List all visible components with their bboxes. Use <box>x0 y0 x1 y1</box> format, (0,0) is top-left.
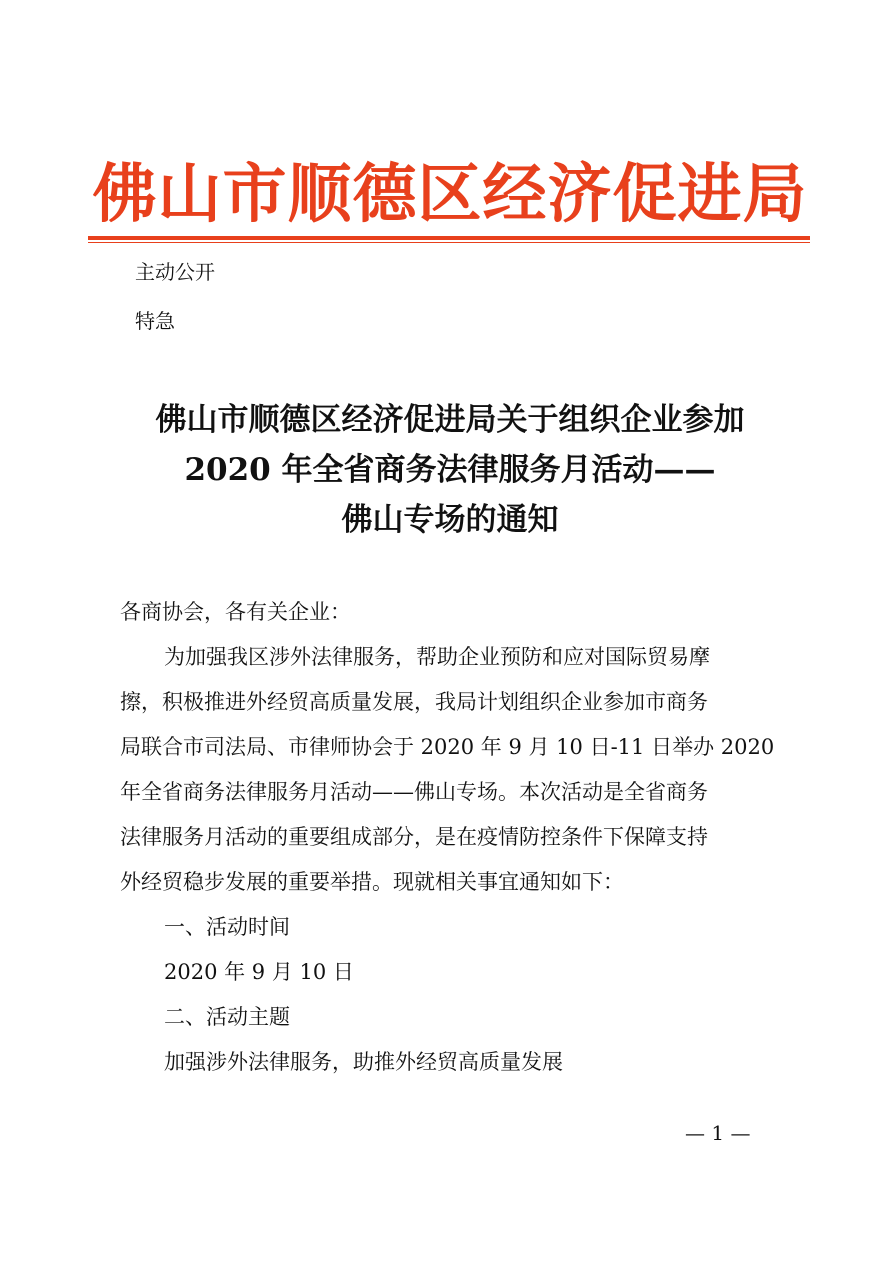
masthead-rule-thick <box>88 236 810 240</box>
title-line-3: 佛山专场的通知 <box>341 502 559 538</box>
masthead-title: 佛山市顺德区经济促进局 <box>92 157 808 232</box>
paragraph-line-4: 年全省商务法律服务月活动——佛山专场。本次活动是全省商务 <box>120 780 708 804</box>
disclosure-label: 主动公开 <box>135 260 215 284</box>
section-heading-2: 二、活动主题 <box>164 1005 290 1029</box>
document-body <box>120 590 780 1085</box>
title-line-1: 佛山市顺德区经济促进局关于组织企业参加 <box>155 402 745 438</box>
masthead-rule-thin <box>88 242 810 243</box>
document-title <box>95 395 805 545</box>
paragraph-line-6: 外经贸稳步发展的重要举措。现就相关事宜通知如下： <box>120 870 624 894</box>
page-number: — 1 — <box>685 1121 751 1145</box>
section-text-2: 加强涉外法律服务，助推外经贸高质量发展 <box>164 1050 563 1074</box>
paragraph-line-1: 为加强我区涉外法律服务，帮助企业预防和应对国际贸易摩 <box>164 645 710 669</box>
section-text-1: 2020 年 9 月 10 日 <box>164 960 354 984</box>
urgency-label: 特急 <box>135 309 175 333</box>
paragraph-line-2: 擦，积极推进外经贸高质量发展，我局计划组织企业参加市商务 <box>120 690 708 714</box>
title-line-2: 2020 年全省商务法律服务月活动—— <box>184 452 716 488</box>
section-heading-1: 一、活动时间 <box>164 915 290 939</box>
paragraph-line-5: 法律服务月活动的重要组成部分，是在疫情防控条件下保障支持 <box>120 825 708 849</box>
salutation: 各商协会，各有关企业： <box>120 600 351 624</box>
paragraph-line-3: 局联合市司法局、市律师协会于 2020 年 9 月 10 日-11 日举办 2020 <box>120 735 775 759</box>
